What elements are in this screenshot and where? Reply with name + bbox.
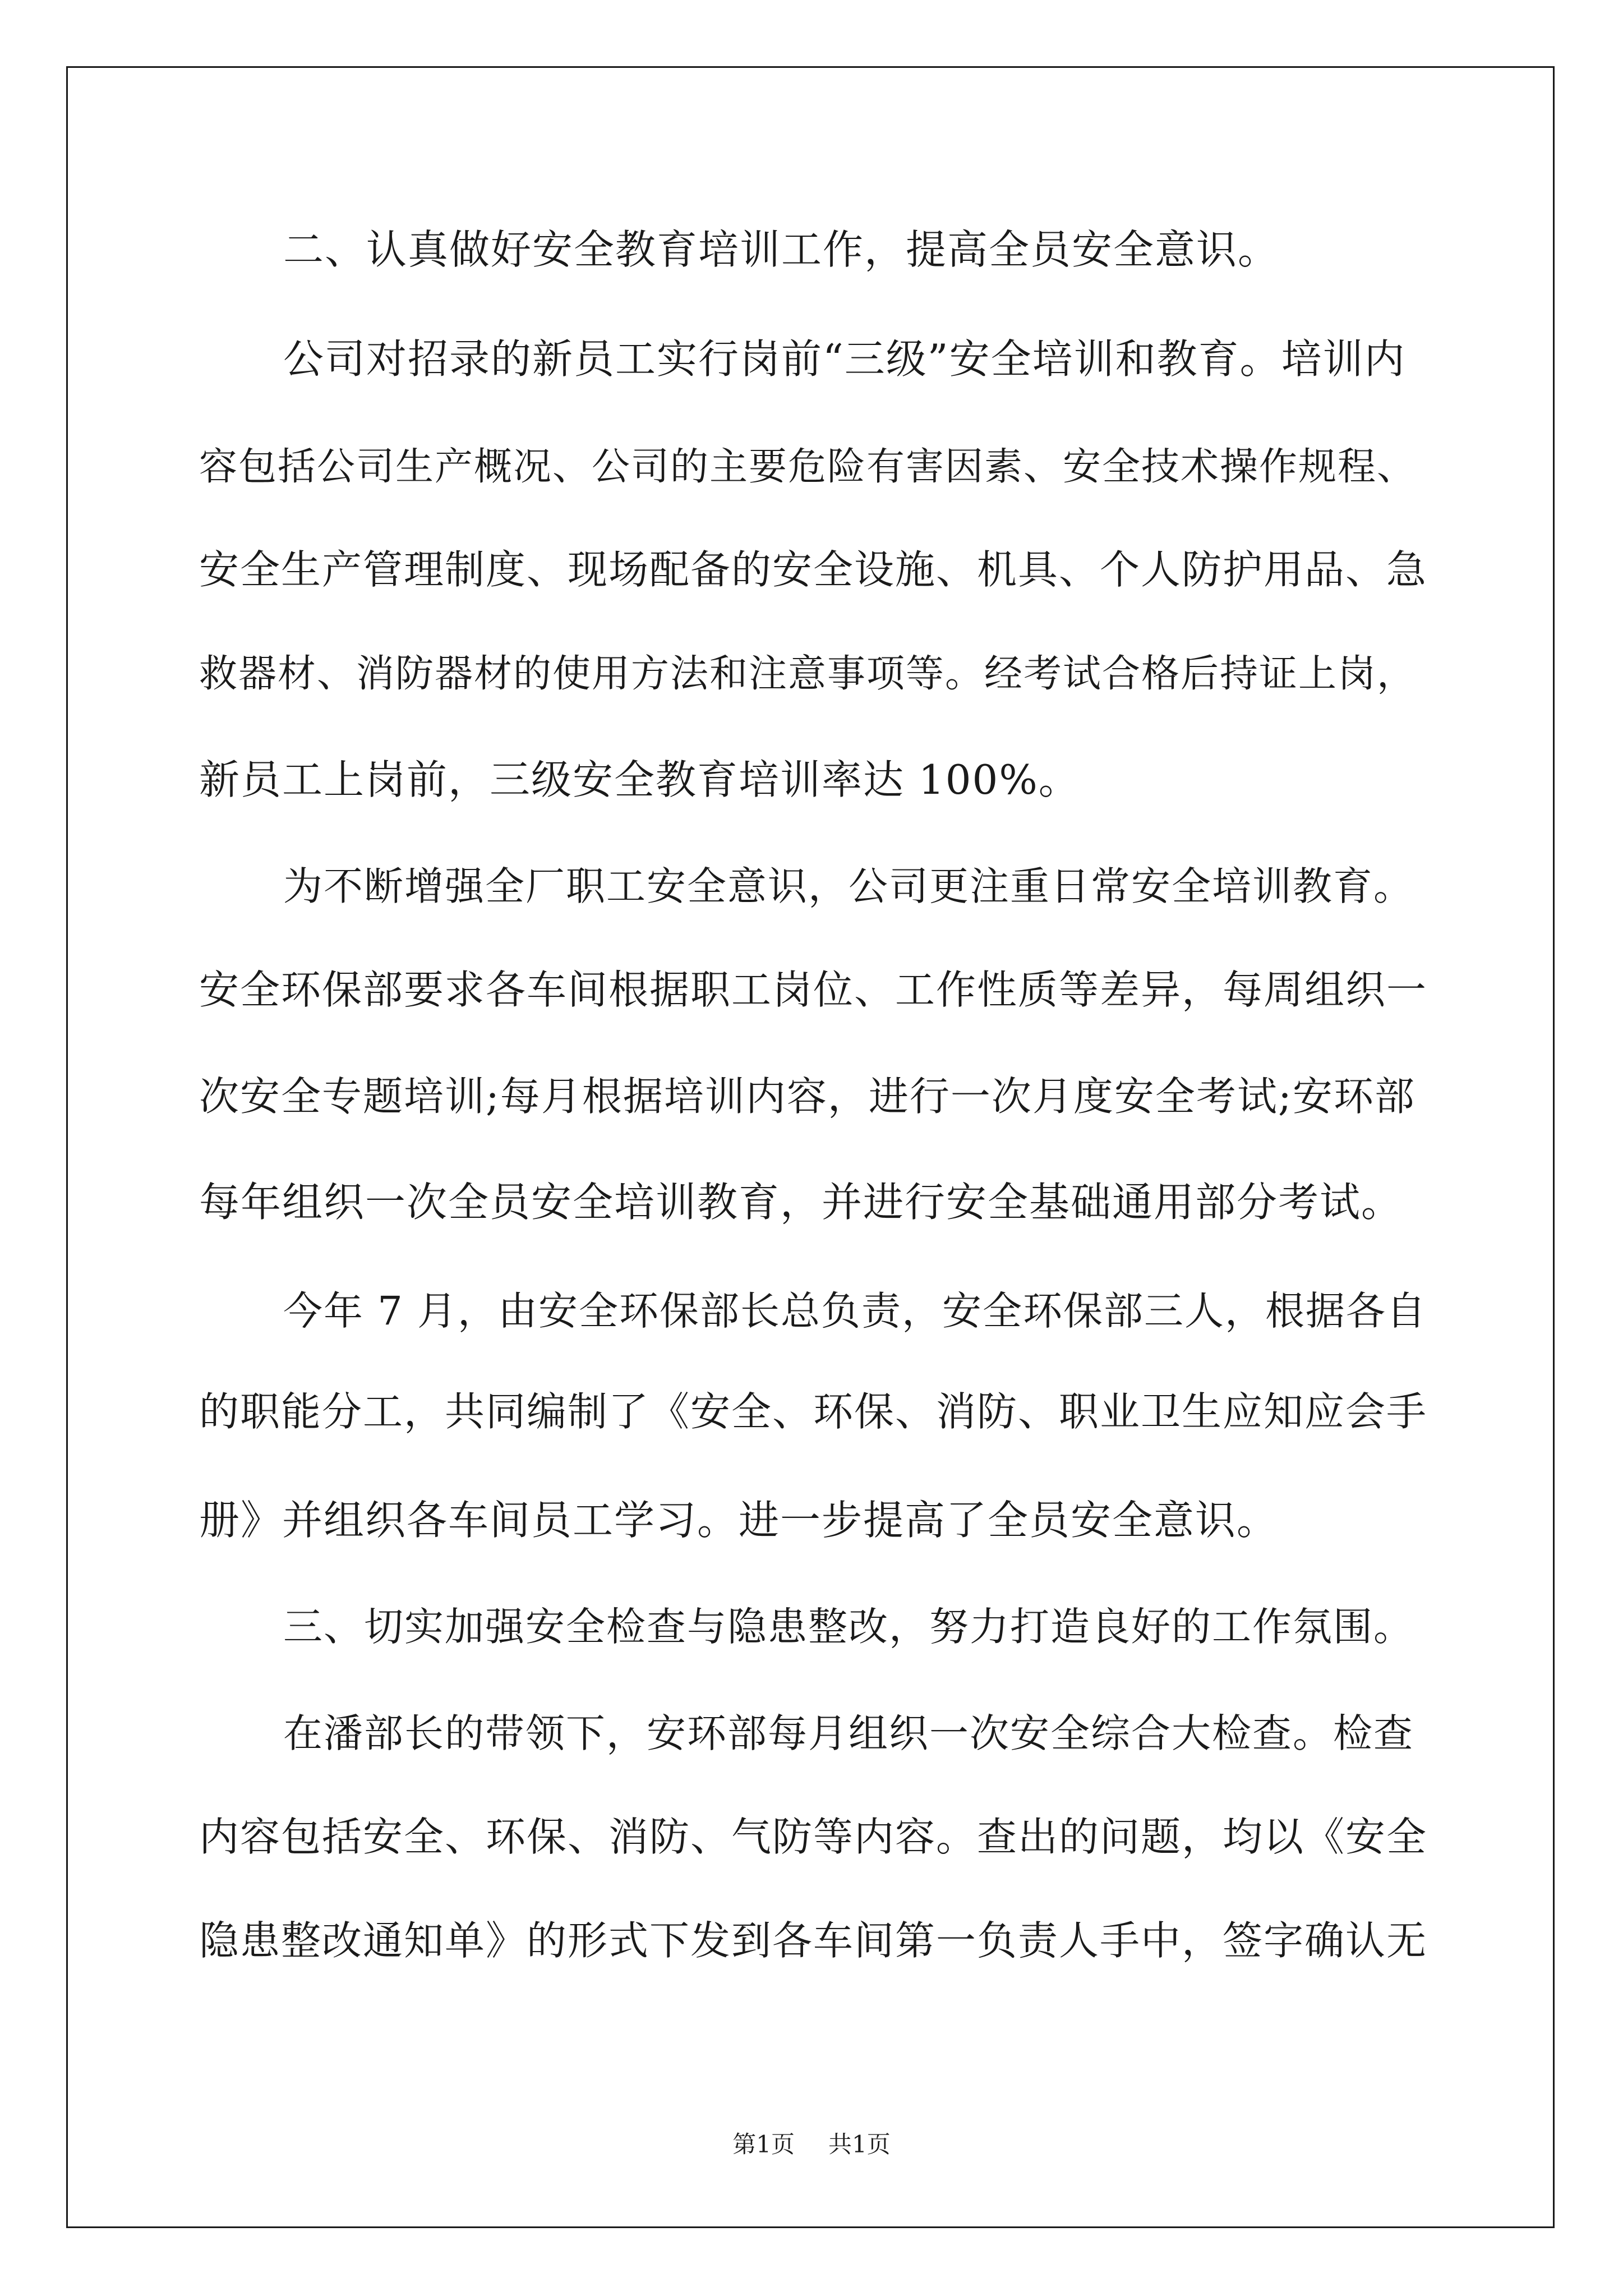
text-line: 安全环保部要求各车间根据职工岗位、工作性质等差异，每周组织一 bbox=[199, 967, 1428, 1013]
page-border bbox=[66, 66, 1555, 2228]
text-line: 新员工上岗前，三级安全教育培训率达 100%。 bbox=[199, 756, 1080, 803]
text-line: 今年 7 月，由安全环保部长总负责，安全环保部三人，根据各自 bbox=[283, 1288, 1427, 1334]
text-line: 册》并组织各车间员工学习。进一步提高了全员安全意识。 bbox=[199, 1497, 1279, 1544]
text-line: 二、认真做好安全教育培训工作，提高全员安全意识。 bbox=[283, 226, 1280, 273]
text-line: 为不断增强全厂职工安全意识，公司更注重日常安全培训教育。 bbox=[283, 863, 1414, 909]
page-number: 第1页 bbox=[732, 2131, 795, 2158]
page-total: 共1页 bbox=[828, 2131, 891, 2158]
text-line: 三、切实加强安全检查与隐患整改，努力打造良好的工作氛围。 bbox=[283, 1604, 1414, 1650]
text-line: 内容包括安全、环保、消防、气防等内容。查出的问题，均以《安全 bbox=[199, 1814, 1428, 1860]
text-line: 次安全专题培训;每月根据培训内容，进行一次月度安全考试;安环部 bbox=[199, 1073, 1415, 1120]
text-line: 容包括公司生产概况、公司的主要危险有害因素、安全技术操作规程、 bbox=[199, 445, 1417, 489]
text-line: 在潘部长的带领下，安环部每月组织一次安全综合大检查。检查 bbox=[283, 1710, 1414, 1756]
text-line: 救器材、消防器材的使用方法和注意事项等。经考试合格后持证上岗， bbox=[199, 652, 1417, 696]
text-line: 隐患整改通知单》的形式下发到各车间第一负责人手中，签字确认无 bbox=[199, 1917, 1428, 1964]
text-line: 安全生产管理制度、现场配备的安全设施、机具、个人防护用品、急 bbox=[199, 546, 1428, 593]
text-line: 的职能分工，共同编制了《安全、环保、消防、职业卫生应知应会手 bbox=[199, 1388, 1428, 1435]
text-line: 每年组织一次全员安全培训教育，并进行安全基础通用部分考试。 bbox=[199, 1179, 1403, 1226]
page-footer bbox=[0, 2126, 1623, 2160]
text-line: 公司对招录的新员工实行岗前“三级”安全培训和教育。培训内 bbox=[283, 335, 1406, 383]
